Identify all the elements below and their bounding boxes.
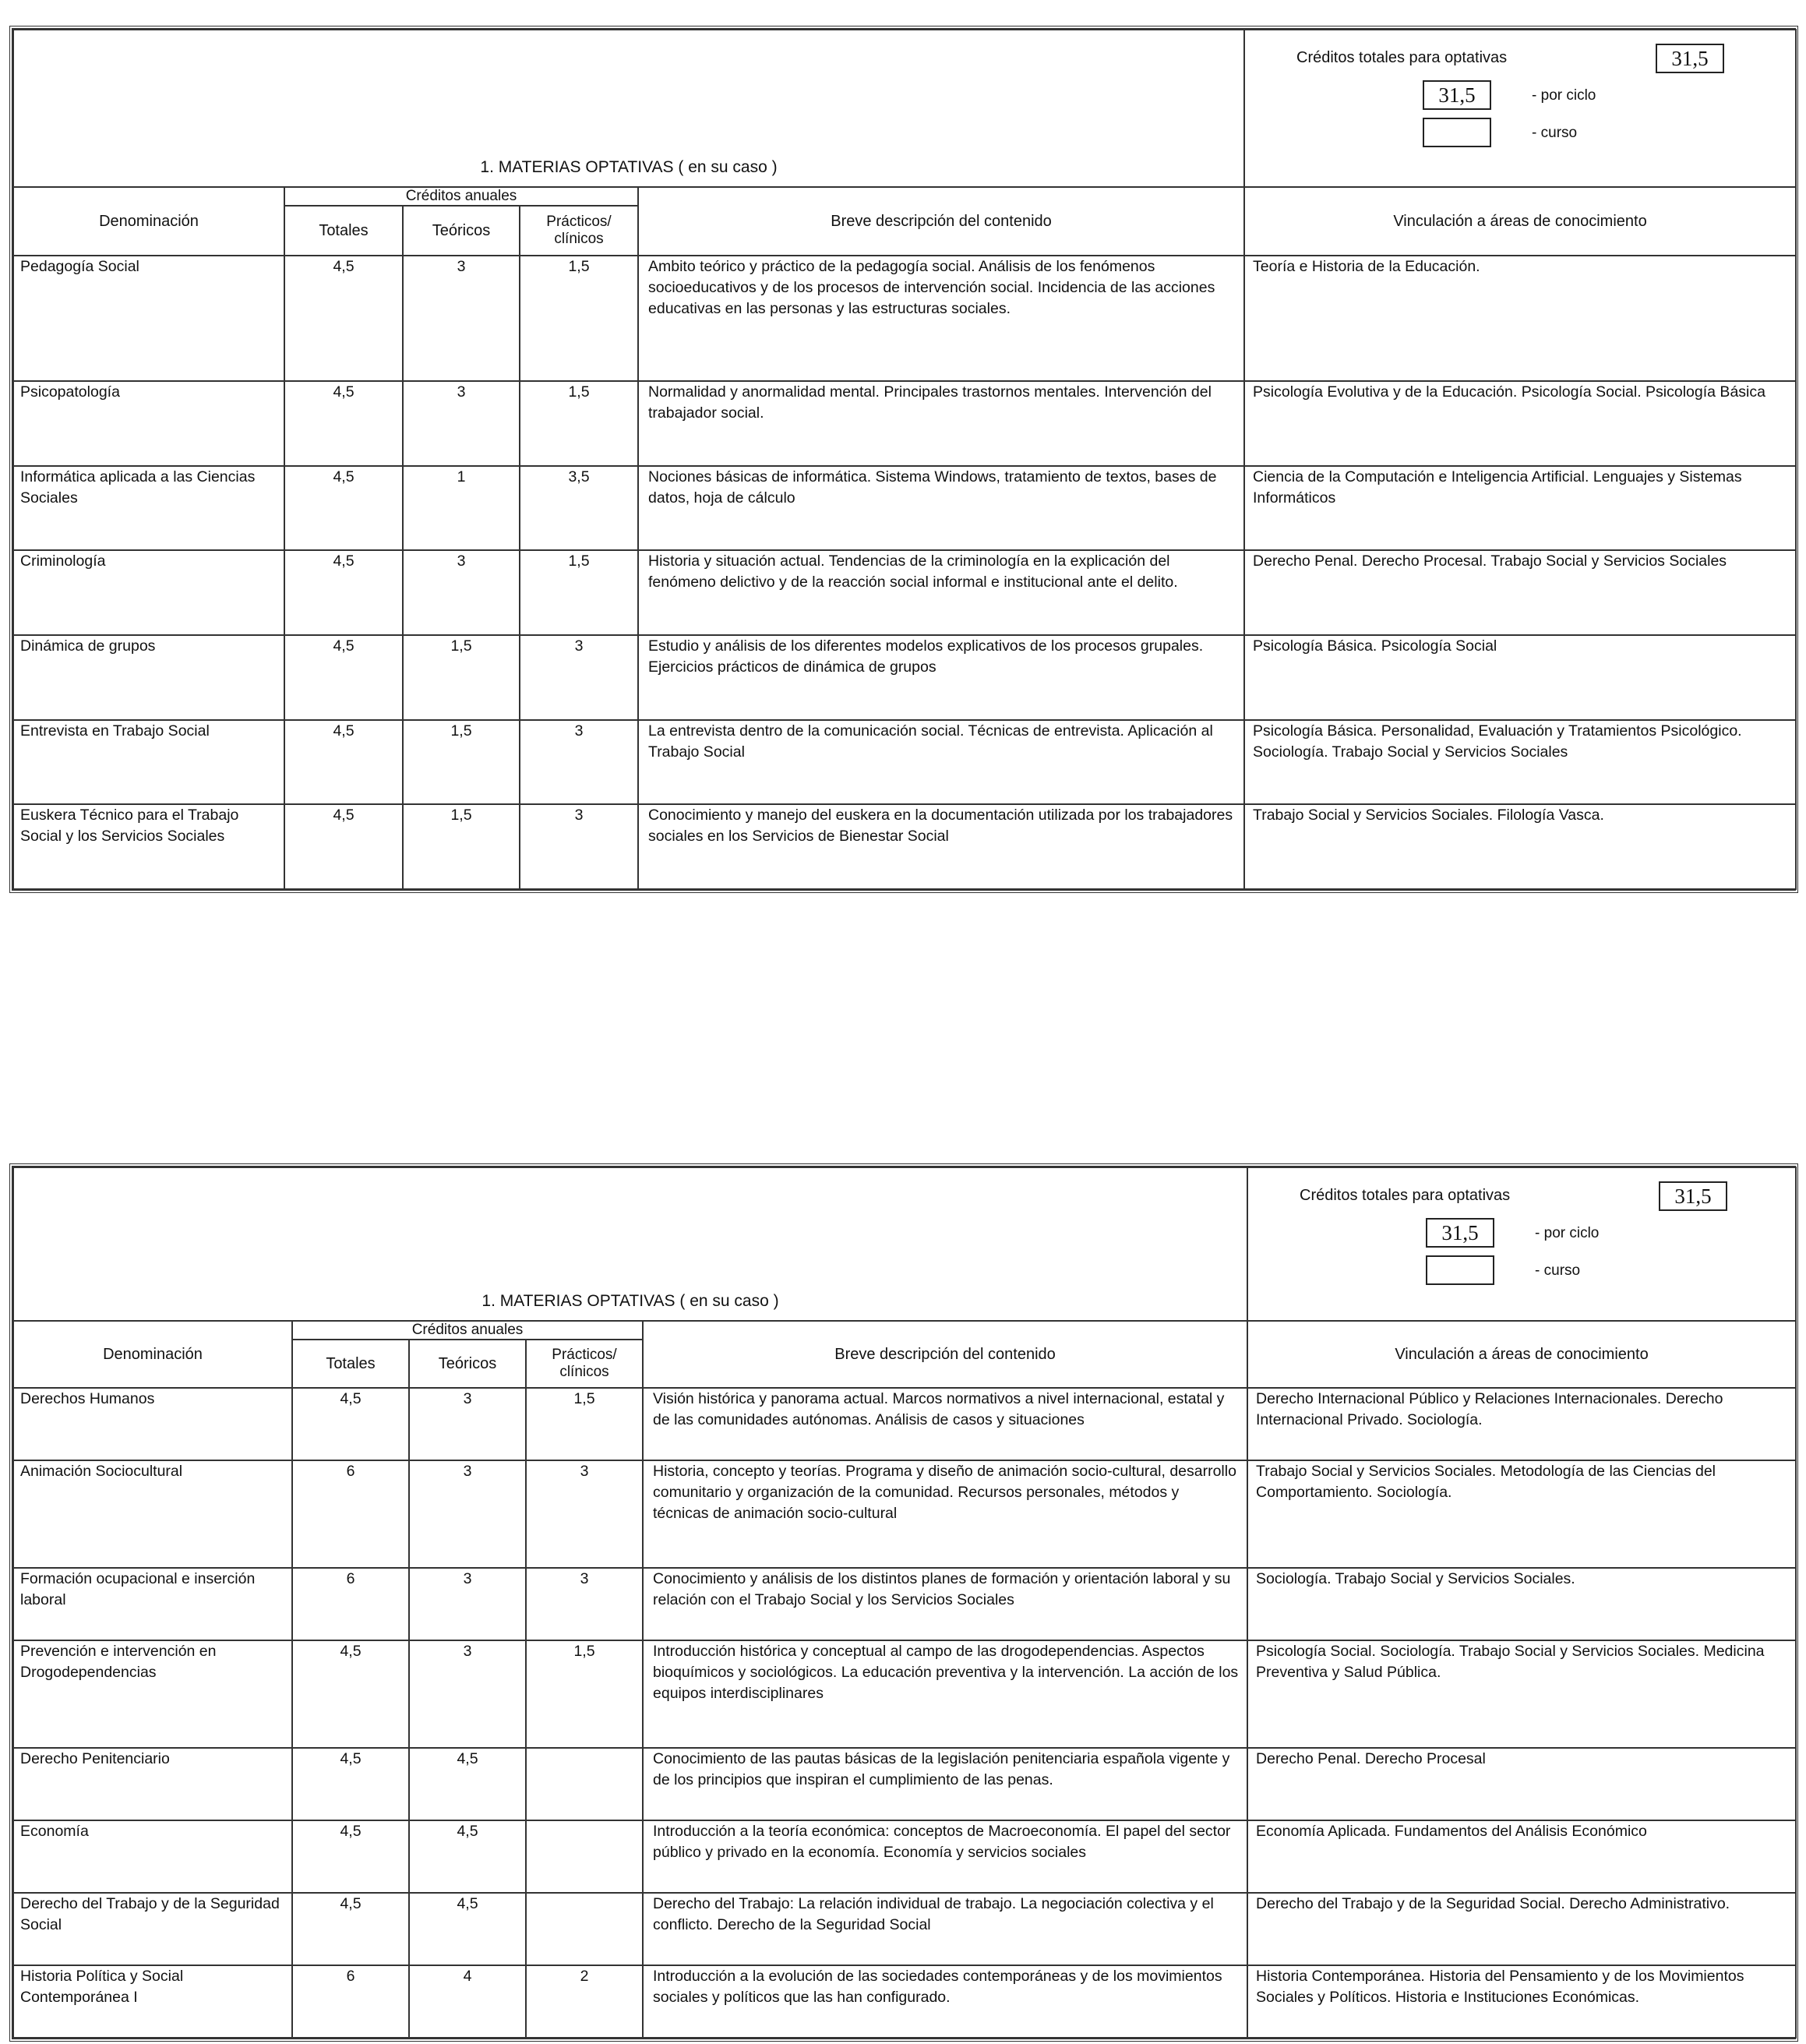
table-body	[13, 1167, 1796, 2038]
knowledge-areas: Sociología. Trabajo Social y Servicios Sociales.	[1247, 1568, 1796, 1640]
credits-totales: 4,5	[292, 1640, 409, 1748]
subject-name: Criminología	[13, 550, 284, 635]
optativas-table-1	[9, 26, 1798, 893]
subject-name: Dinámica de grupos	[13, 635, 284, 720]
credits-total-label: Créditos totales para optativas	[1296, 49, 1508, 66]
knowledge-areas: Historia Contemporánea. Historia del Pensamiento y de los Movimientos Sociales y Políticos. Historia e Instituciones Económicas.	[1247, 1965, 1796, 2038]
credits-teoricos: 4,5	[409, 1748, 526, 1820]
knowledge-areas: Psicología Evolutiva y de la Educación. Psicología Social. Psicología Básica	[1244, 381, 1796, 466]
table-row	[13, 1820, 1796, 1893]
subject-name: Formación ocupacional e inserción laboral	[13, 1568, 292, 1640]
content-description: Normalidad y anormalidad mental. Principales trastornos mentales. Intervención del trabajador social.	[638, 381, 1244, 466]
col-teoricos: Teóricos	[409, 1340, 526, 1388]
knowledge-areas: Derecho Penal. Derecho Procesal	[1247, 1748, 1796, 1820]
content-description: Estudio y análisis de los diferentes modelos explicativos de los procesos grupales. Ejercicios prácticos de dinámica de grupos	[638, 635, 1244, 720]
credits-teoricos: 4	[409, 1965, 526, 2038]
credits-practicos	[526, 1893, 643, 1965]
knowledge-areas: Psicología Básica. Personalidad, Evaluación y Tratamientos Psicológico. Sociología. Trabajo Social y Servicios Sociales	[1244, 720, 1796, 805]
content-description: Ambito teórico y práctico de la pedagogía social. Análisis de los fenómenos socioeducativos y de los procesos de intervención social. Incidencia de las acciones educativas en las personas y las estructuras sociales.	[638, 256, 1244, 381]
credits-teoricos: 1,5	[403, 720, 520, 805]
knowledge-areas: Derecho Internacional Público y Relaciones Internacionales. Derecho Internacional Privado. Sociología.	[1247, 1388, 1796, 1460]
credits-summary	[1244, 30, 1796, 187]
subject-name: Historia Política y Social Contemporánea I	[13, 1965, 292, 2038]
credits-summary	[1247, 1167, 1796, 1321]
header-title-cell	[13, 1167, 1247, 1321]
content-description: Visión histórica y panorama actual. Marcos normativos a nivel internacional, estatal y de las comunidades autónomas. Análisis de casos y situaciones	[643, 1388, 1247, 1460]
table-row	[13, 550, 1796, 635]
credits-total-box: 31,5	[1659, 1181, 1727, 1211]
table-row	[13, 1568, 1796, 1640]
col-totales: Totales	[292, 1340, 409, 1388]
col-descripcion: Breve descripción del contenido	[643, 1321, 1247, 1388]
credits-practicos: 3	[520, 804, 638, 889]
curso-label: - curso	[1535, 1262, 1581, 1279]
credits-totales: 4,5	[284, 381, 403, 466]
table-row	[13, 1388, 1796, 1460]
credits-practicos	[526, 1820, 643, 1893]
credits-teoricos: 4,5	[409, 1820, 526, 1893]
table-row	[13, 1640, 1796, 1748]
credits-teoricos: 3	[409, 1388, 526, 1460]
credits-total-label: Créditos totales para optativas	[1300, 1187, 1511, 1204]
credits-teoricos: 1,5	[403, 804, 520, 889]
subject-name: Derecho del Trabajo y de la Seguridad Social	[13, 1893, 292, 1965]
knowledge-areas: Trabajo Social y Servicios Sociales. Metodología de las Ciencias del Comportamiento. Sociología.	[1247, 1460, 1796, 1568]
table-row	[13, 720, 1796, 805]
por-ciclo-label: - por ciclo	[1532, 87, 1596, 104]
subject-name: Animación Sociocultural	[13, 1460, 292, 1568]
knowledge-areas: Teoría e Historia de la Educación.	[1244, 256, 1796, 381]
credits-totales: 4,5	[292, 1748, 409, 1820]
credits-totales: 4,5	[292, 1388, 409, 1460]
por-ciclo-box: 31,5	[1423, 80, 1491, 110]
knowledge-areas: Derecho del Trabajo y de la Seguridad Social. Derecho Administrativo.	[1247, 1893, 1796, 1965]
credits-practicos: 1,5	[520, 256, 638, 381]
curso-box	[1426, 1255, 1494, 1285]
credits-teoricos: 3	[403, 381, 520, 466]
credits-practicos: 1,5	[526, 1640, 643, 1748]
table-row	[13, 381, 1796, 466]
col-totales: Totales	[284, 206, 403, 256]
credits-practicos: 2	[526, 1965, 643, 2038]
subject-name: Prevención e intervención en Drogodependencias	[13, 1640, 292, 1748]
credits-teoricos: 1	[403, 466, 520, 551]
col-descripcion: Breve descripción del contenido	[638, 187, 1244, 256]
credits-practicos: 3	[520, 635, 638, 720]
credits-practicos	[526, 1748, 643, 1820]
section-title: 1. MATERIAS OPTATIVAS ( en su caso )	[480, 158, 778, 176]
table-row	[13, 804, 1796, 889]
col-practicos: Prácticos/ clínicos	[526, 1340, 643, 1388]
subject-name: Informática aplicada a las Ciencias Sociales	[13, 466, 284, 551]
col-group-creditos-anuales: Créditos anuales	[292, 1321, 643, 1340]
content-description: Introducción a la teoría económica: conceptos de Macroeconomía. El papel del sector público y privado en la economía. Economía y servicios sociales	[643, 1820, 1247, 1893]
content-description: Derecho del Trabajo: La relación individual de trabajo. La negociación colectiva y el conflicto. Derecho de la Seguridad Social	[643, 1893, 1247, 1965]
credits-totales: 6	[292, 1965, 409, 2038]
credits-teoricos: 4,5	[409, 1893, 526, 1965]
content-description: Introducción a la evolución de las sociedades contemporáneas y de los movimientos sociales y políticos que las han configurado.	[643, 1965, 1247, 2038]
credits-teoricos: 3	[403, 256, 520, 381]
table-row	[13, 1460, 1796, 1568]
optativas-grid	[12, 1167, 1797, 2039]
credits-teoricos: 3	[409, 1568, 526, 1640]
table-row	[13, 466, 1796, 551]
credits-teoricos: 3	[403, 550, 520, 635]
por-ciclo-box: 31,5	[1426, 1218, 1494, 1248]
content-description: Historia, concepto y teorías. Programa y diseño de animación socio-cultural, desarrollo comunitario y organización de la comunidad. Recursos personales, métodos y técnicas de animación socio-cultural	[643, 1460, 1247, 1568]
subject-name: Pedagogía Social	[13, 256, 284, 381]
credits-totales: 4,5	[284, 635, 403, 720]
credits-teoricos: 3	[409, 1640, 526, 1748]
knowledge-areas: Derecho Penal. Derecho Procesal. Trabajo Social y Servicios Sociales	[1244, 550, 1796, 635]
knowledge-areas: Psicología Social. Sociología. Trabajo Social y Servicios Sociales. Medicina Preventiva y Salud Pública.	[1247, 1640, 1796, 1748]
credits-practicos: 1,5	[520, 550, 638, 635]
credits-practicos: 3	[526, 1568, 643, 1640]
knowledge-areas: Psicología Básica. Psicología Social	[1244, 635, 1796, 720]
credits-totales: 4,5	[292, 1820, 409, 1893]
content-description: Historia y situación actual. Tendencias de la criminología en la explicación del fenómeno delictivo y de la reacción social informal e institucional ante el delito.	[638, 550, 1244, 635]
section-title: 1. MATERIAS OPTATIVAS ( en su caso )	[481, 1292, 779, 1310]
knowledge-areas: Economía Aplicada. Fundamentos del Análisis Económico	[1247, 1820, 1796, 1893]
col-denominacion: Denominación	[13, 1321, 292, 1388]
por-ciclo-label: - por ciclo	[1535, 1225, 1600, 1241]
knowledge-areas: Ciencia de la Computación e Inteligencia Artificial. Lenguajes y Sistemas Informáticos	[1244, 466, 1796, 551]
credits-totales: 6	[292, 1460, 409, 1568]
curso-label: - curso	[1532, 125, 1578, 141]
credits-totales: 4,5	[284, 804, 403, 889]
content-description: Conocimiento y manejo del euskera en la documentación utilizada por los trabajadores sociales en los Servicios de Bienestar Social	[638, 804, 1244, 889]
content-description: La entrevista dentro de la comunicación social. Técnicas de entrevista. Aplicación al Trabajo Social	[638, 720, 1244, 805]
table-row	[13, 256, 1796, 381]
credits-totales: 4,5	[284, 720, 403, 805]
table-row	[13, 1893, 1796, 1965]
col-group-creditos-anuales: Créditos anuales	[284, 187, 638, 206]
table-body	[13, 30, 1796, 889]
curso-box	[1423, 118, 1491, 147]
credits-totales: 4,5	[284, 466, 403, 551]
content-description: Conocimiento de las pautas básicas de la legislación penitenciaria española vigente y de los principios que inspiran el cumplimiento de las penas.	[643, 1748, 1247, 1820]
content-description: Nociones básicas de informática. Sistema Windows, tratamiento de textos, bases de datos, hoja de cálculo	[638, 466, 1244, 551]
credits-totales: 4,5	[292, 1893, 409, 1965]
content-description: Introducción histórica y conceptual al campo de las drogodependencias. Aspectos bioquímicos y sociológicos. La educación preventiva y la intervención. La acción de los equipos interdisciplinares	[643, 1640, 1247, 1748]
col-denominacion: Denominación	[13, 187, 284, 256]
credits-practicos: 3	[520, 720, 638, 805]
credits-totales: 6	[292, 1568, 409, 1640]
subject-name: Derecho Penitenciario	[13, 1748, 292, 1820]
credits-practicos: 3,5	[520, 466, 638, 551]
col-vinculacion: Vinculación a áreas de conocimiento	[1244, 187, 1796, 256]
subject-name: Derechos Humanos	[13, 1388, 292, 1460]
subject-name: Euskera Técnico para el Trabajo Social y los Servicios Sociales	[13, 804, 284, 889]
credits-teoricos: 1,5	[403, 635, 520, 720]
col-vinculacion: Vinculación a áreas de conocimiento	[1247, 1321, 1796, 1388]
credits-practicos: 1,5	[526, 1388, 643, 1460]
optativas-table-2	[9, 1163, 1798, 2042]
credits-total-box: 31,5	[1656, 44, 1724, 73]
header-title-cell	[13, 30, 1244, 187]
credits-teoricos: 3	[409, 1460, 526, 1568]
credits-practicos: 1,5	[520, 381, 638, 466]
table-row	[13, 1965, 1796, 2038]
credits-practicos: 3	[526, 1460, 643, 1568]
col-practicos: Prácticos/ clínicos	[520, 206, 638, 256]
credits-totales: 4,5	[284, 550, 403, 635]
col-teoricos: Teóricos	[403, 206, 520, 256]
subject-name: Economía	[13, 1820, 292, 1893]
subject-name: Entrevista en Trabajo Social	[13, 720, 284, 805]
subject-name: Psicopatología	[13, 381, 284, 466]
knowledge-areas: Trabajo Social y Servicios Sociales. Filología Vasca.	[1244, 804, 1796, 889]
credits-totales: 4,5	[284, 256, 403, 381]
content-description: Conocimiento y análisis de los distintos planes de formación y orientación laboral y su relación con el Trabajo Social y los Servicios Sociales	[643, 1568, 1247, 1640]
table-row	[13, 1748, 1796, 1820]
optativas-grid	[12, 29, 1797, 890]
table-row	[13, 635, 1796, 720]
